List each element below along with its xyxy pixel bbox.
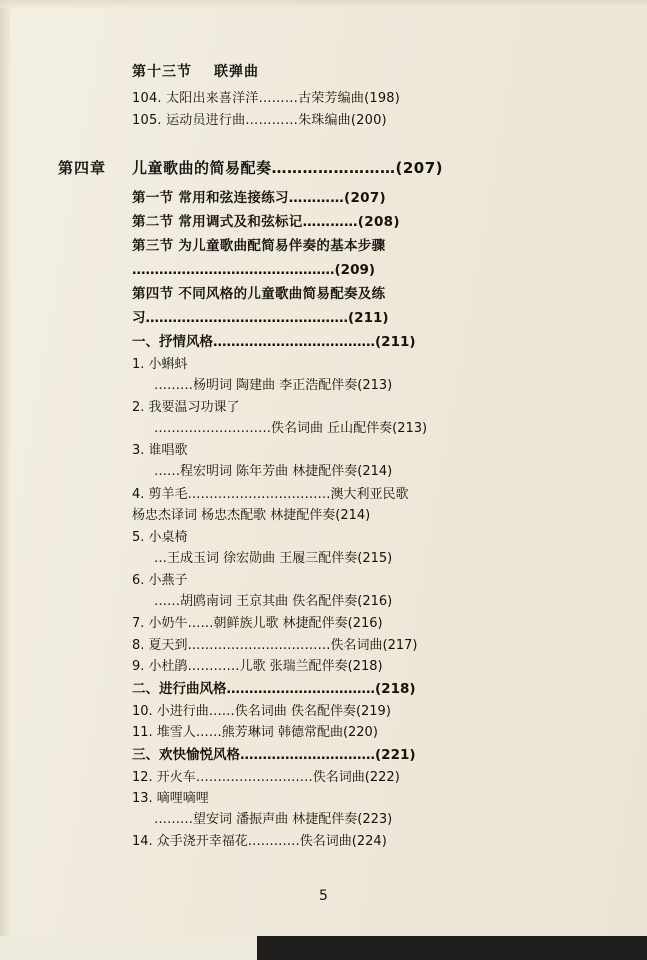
toc-song: 2. 我要温习功课了 xyxy=(132,399,240,415)
section-heading-13 xyxy=(132,62,589,84)
scan-edge-band xyxy=(0,936,647,960)
toc-section: 第四节 不同风格的儿童歌曲简易配奏及练 xyxy=(132,285,386,302)
scan-edge-dark xyxy=(257,936,647,960)
section-13-title: 联弹曲 xyxy=(214,64,259,80)
toc-song-credit: ……胡鸥南词 王京其曲 佚名配伴奏(216) xyxy=(154,594,393,610)
toc-song: 3. 谁唱歌 xyxy=(132,443,188,459)
toc-song: 5. 小桌椅 xyxy=(132,529,188,545)
toc-song: 9. 小杜鹃…………儿歌 张瑞兰配伴奏(218) xyxy=(132,658,383,674)
toc-group-title: 三、欢快愉悦风格…………………………(221) xyxy=(132,746,416,763)
toc-song-credit: …王成玉词 徐宏勋曲 王履三配伴奏(215) xyxy=(154,550,393,566)
toc-entry: 104. 太阳出来喜洋洋………古荣芳编曲(198) xyxy=(132,90,401,106)
toc-song: 13. 嘀哩嘀哩 xyxy=(132,791,209,807)
toc-song: 7. 小奶牛……朝鲜族儿歌 林捷配伴奏(216) xyxy=(132,616,383,632)
toc-song-credit: ………望安词 潘振声曲 林捷配伴奏(223) xyxy=(154,812,393,828)
toc-song: 10. 小进行曲……佚名词曲 佚名配伴奏(219) xyxy=(132,703,391,719)
chapter-4-label: 第四章 xyxy=(58,158,107,177)
toc-section: 第一节 常用和弦连接练习…………(207) xyxy=(132,190,387,207)
toc-song: 8. 夏天到……………………………佚名词曲(217) xyxy=(132,637,418,653)
toc-song: 1. 小蝌蚪 xyxy=(132,356,188,372)
toc-song: 11. 堆雪人……熊芳琳词 韩德常配曲(220) xyxy=(132,724,378,740)
chapter-4-title: 儿童歌曲的简易配奏……………………(207) xyxy=(132,158,444,177)
page-number: 5 xyxy=(319,888,328,904)
toc-song: 4. 剪羊毛……………………………澳大利亚民歌 xyxy=(132,486,409,502)
section-13-label: 第十三节 xyxy=(132,64,192,80)
toc-section-continuation: ………………………………………(209) xyxy=(132,261,376,278)
toc-entry: 105. 运动员进行曲…………朱珠编曲(200) xyxy=(132,112,387,128)
toc-section: 第三节 为儿童歌曲配简易伴奏的基本步骤 xyxy=(132,238,386,255)
toc-section-continuation: 习………………………………………(211) xyxy=(132,309,389,326)
toc-song: 14. 众手浇开幸福花…………佚名词曲(224) xyxy=(132,834,387,850)
toc-group-title: 二、进行曲风格……………………………(218) xyxy=(132,680,416,697)
toc-song: 6. 小燕子 xyxy=(132,573,188,589)
toc-song: 12. 开火车………………………佚名词曲(222) xyxy=(132,769,400,785)
toc-section: 第二节 常用调式及和弦标记…………(208) xyxy=(132,214,400,231)
toc-song-credit: ………………………佚名词曲 丘山配伴奏(213) xyxy=(154,421,428,437)
toc-song-credit: ………杨明词 陶建曲 李正浩配伴奏(213) xyxy=(154,377,393,393)
toc-group-title: 一、抒情风格………………………………(211) xyxy=(132,333,416,350)
toc-song-credit: ……程宏明词 陈年芳曲 林捷配伴奏(214) xyxy=(154,464,393,480)
toc-song-credit: 杨忠杰译词 杨忠杰配歌 林捷配伴奏(214) xyxy=(132,507,371,523)
chapter-heading-4 xyxy=(58,157,589,180)
